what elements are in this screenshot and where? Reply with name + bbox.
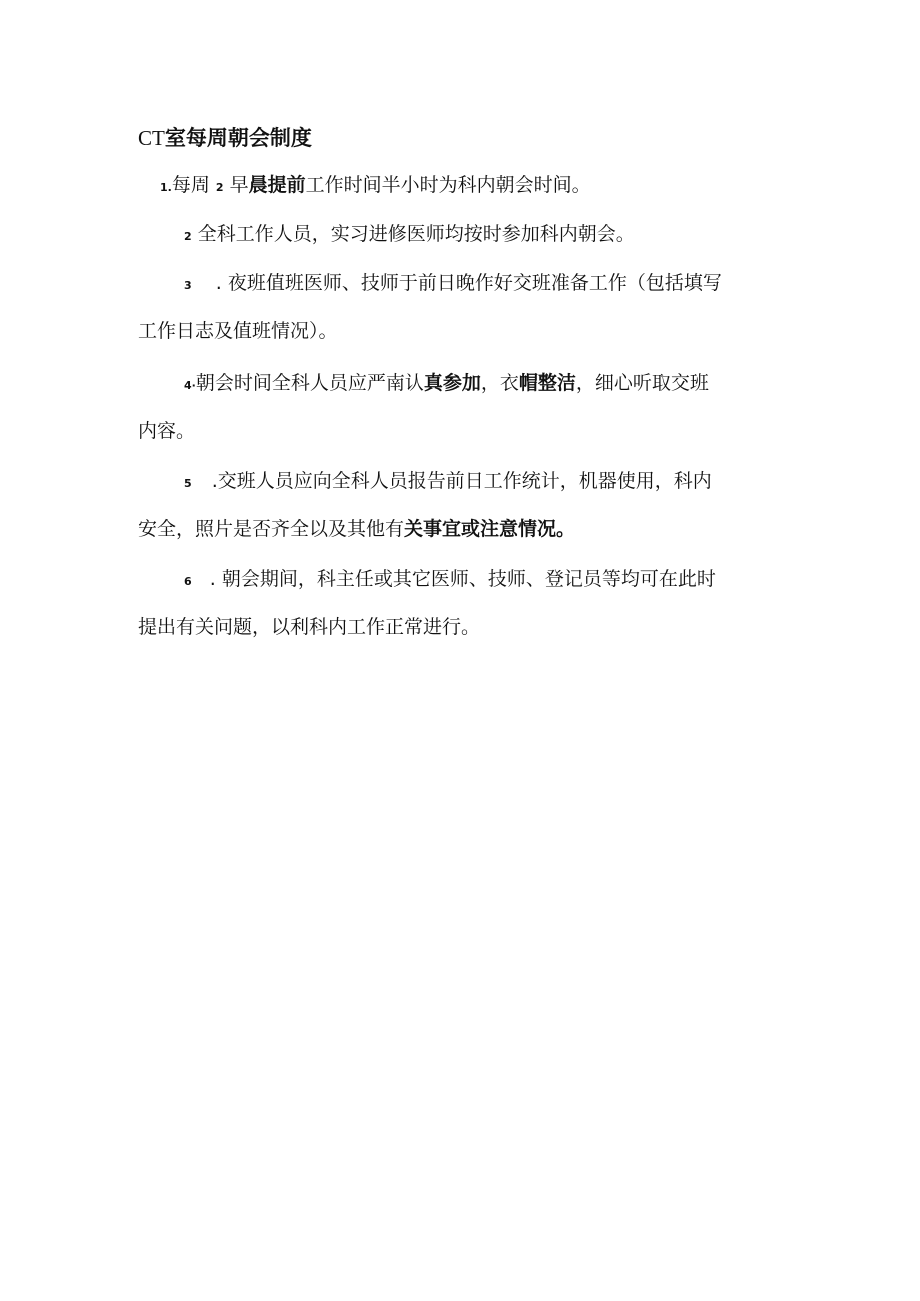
item-5 xyxy=(184,468,712,497)
item-text: 全科工作人员，实习进修医师均按时参加科内朝会。 xyxy=(197,223,635,245)
item-text: 朝会期间，科主任或其它医师、技师、登记员等均可在此时 xyxy=(221,568,716,590)
item-5-line-2 xyxy=(138,516,575,542)
item-text-bold: 真参加 xyxy=(423,372,481,394)
item-text: 早 xyxy=(229,174,249,196)
item-text-bold: 晨提前 xyxy=(248,174,306,196)
item-6 xyxy=(184,566,716,595)
item-text: 朝会时间全科人员应严南认 xyxy=(195,372,424,394)
item-text: ，细心听取交班 xyxy=(575,372,709,394)
item-3 xyxy=(184,270,722,299)
item-text: 每周 xyxy=(171,174,210,196)
item-2 xyxy=(184,221,635,250)
item-4 xyxy=(184,370,709,399)
title-latin: CT xyxy=(138,126,165,150)
item-separator: . xyxy=(215,272,222,294)
item-4-line-2 xyxy=(138,418,195,444)
item-separator: . xyxy=(167,181,172,194)
item-separator: . xyxy=(209,568,216,590)
item-text: 夜班值班医师、技师于前日晚作好交班准备工作（包括填写 xyxy=(227,272,722,294)
item-text: 内容。 xyxy=(138,420,196,442)
item-text: 工作日志及值班情况）。 xyxy=(138,320,338,342)
document-title xyxy=(138,124,312,152)
item-text: ，衣 xyxy=(480,372,519,394)
item-6-line-2 xyxy=(138,614,480,640)
item-number: 6 xyxy=(184,575,192,588)
item-text-bold: 关事宜或注意情况。 xyxy=(404,518,576,540)
item-separator: . xyxy=(211,470,218,492)
item-text: 提出有关问题，以利科内工作正常进行。 xyxy=(138,616,481,638)
item-number: 3 xyxy=(184,279,192,292)
title-text: 室每周朝会制度 xyxy=(164,126,312,150)
item-number: 5 xyxy=(184,477,192,490)
item-text-bold: 帽整洁 xyxy=(518,372,576,394)
inline-number: 2 xyxy=(215,181,224,194)
item-text: 安全，照片是否齐全以及其他有 xyxy=(138,518,405,540)
item-1 xyxy=(160,172,591,201)
item-3-line-2 xyxy=(138,318,338,344)
item-number: 2 xyxy=(184,230,192,243)
item-separator: · xyxy=(191,379,196,392)
item-text: 工作时间半小时为科内朝会时间。 xyxy=(305,174,591,196)
item-text: 交班人员应向全科人员报告前日工作统计，机器使用，科内 xyxy=(217,470,712,492)
item-number: 1 xyxy=(160,181,168,194)
item-number: 4 xyxy=(184,379,192,392)
